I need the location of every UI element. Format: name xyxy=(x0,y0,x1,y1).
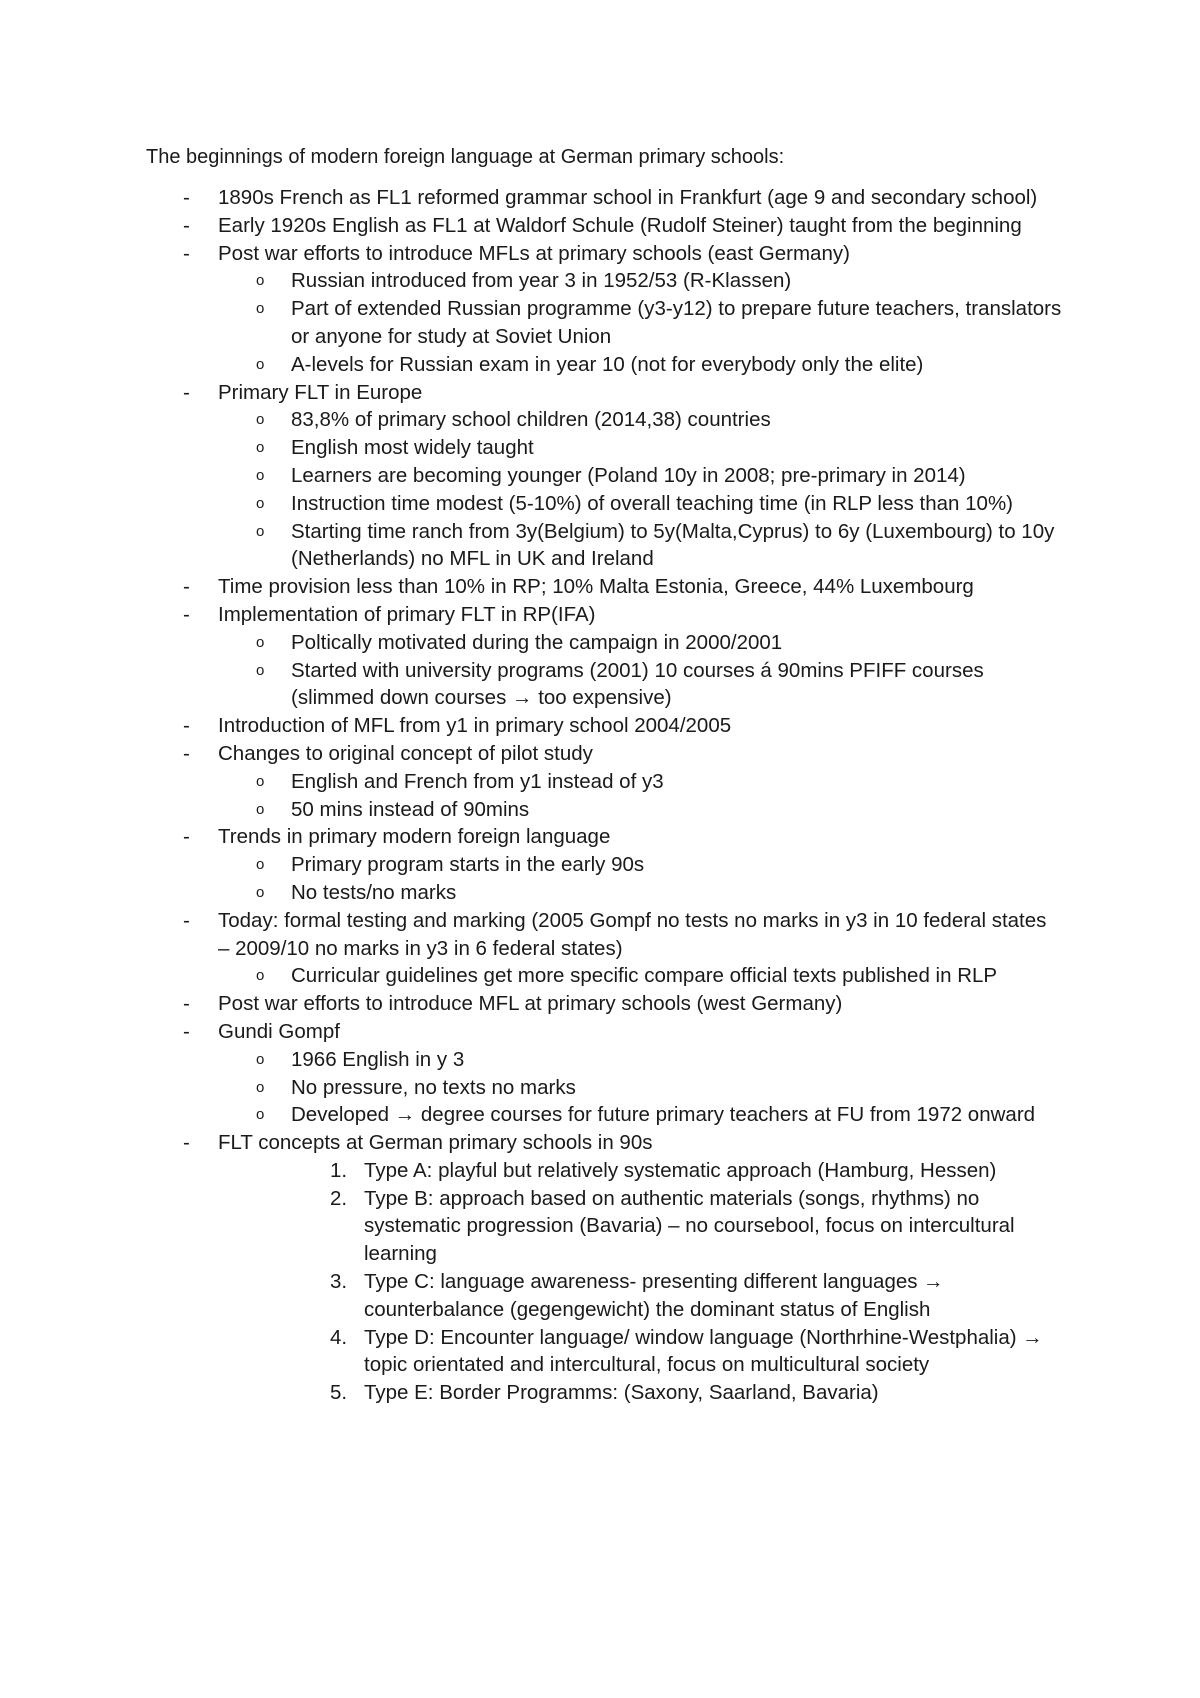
list-number: 4. xyxy=(330,1325,348,1349)
list-item-text: Early 1920s English as FL1 at Waldorf Schule (Rudolf Steiner) taught from the beginning xyxy=(218,213,1022,237)
list-item-text: No tests/no marks xyxy=(291,880,457,904)
sub-list-item xyxy=(0,768,1200,796)
bullet-marker: - xyxy=(183,213,190,237)
list-item-text: Today: formal testing and marking (2005 Gompf no tests no marks in y3 in 10 federal states – 2009/10 no marks in y3 in 6 federal states) xyxy=(218,908,1047,960)
bullet-marker: o xyxy=(256,439,265,457)
numbered-list-item xyxy=(0,1379,1200,1407)
bullet-marker: - xyxy=(183,825,190,849)
list-number: 2. xyxy=(330,1186,348,1210)
list-item-text: Russian introduced from year 3 in 1952/53 (R-Klassen) xyxy=(291,269,792,293)
list-number: 3. xyxy=(330,1270,348,1294)
list-item-text: Gundi Gompf xyxy=(218,1019,340,1043)
list-item-text: 83,8% of primary school children (2014,38) countries xyxy=(291,408,771,432)
list-item xyxy=(0,823,1200,851)
list-item-text: Type D: Encounter language/ window language (Northrhine-Westphalia) → topic orientated and intercultural, focus on multicultural society xyxy=(364,1325,1043,1377)
list-item-text: Instruction time modest (5-10%) of overall teaching time (in RLP less than 10%) xyxy=(291,491,1014,515)
bullet-marker: o xyxy=(256,272,265,290)
list-item-text: Developed → degree courses for future primary teachers at FU from 1972 onward xyxy=(291,1103,1036,1127)
list-item-text: Type C: language awareness- presenting different languages → counterbalance (gegengewicht) the dominant status of English xyxy=(364,1270,944,1321)
bullet-marker: o xyxy=(256,967,265,985)
bullet-marker: - xyxy=(183,241,190,265)
list-item xyxy=(0,740,1200,768)
list-item xyxy=(0,907,1200,963)
bullet-marker: o xyxy=(256,1050,265,1068)
document-heading: The beginnings of modern foreign language at German primary schools: xyxy=(146,146,785,168)
bullet-marker: - xyxy=(183,714,190,738)
list-item-text: Started with university programs (2001) 10 courses á 90mins PFIFF courses (slimmed down courses → too expensive) xyxy=(291,658,984,710)
list-item-text: 1890s French as FL1 reformed grammar school in Frankfurt (age 9 and secondary school) xyxy=(218,186,1038,209)
bullet-marker: o xyxy=(256,1078,265,1096)
list-item-text: Type E: Border Programms: (Saxony, Saarland, Bavaria) xyxy=(364,1381,879,1405)
bullet-marker: - xyxy=(183,1131,190,1155)
list-item xyxy=(0,712,1200,740)
list-item-text: A-levels for Russian exam in year 10 (not for everybody only the elite) xyxy=(291,352,924,376)
sub-list-item xyxy=(0,295,1200,351)
list-item-text: Type A: playful but relatively systematic approach (Hamburg, Hessen) xyxy=(364,1158,997,1182)
list-item-text: Implementation of primary FLT in RP(IFA) xyxy=(218,602,596,626)
list-item xyxy=(0,212,1200,240)
list-item-text: Changes to original concept of pilot study xyxy=(218,741,593,765)
bullet-marker: o xyxy=(256,300,265,318)
list-item xyxy=(0,1018,1200,1046)
sub-list-item xyxy=(0,267,1200,295)
list-item-text: 1966 English in y 3 xyxy=(291,1047,465,1071)
sub-list-item xyxy=(0,351,1200,379)
numbered-list-item xyxy=(0,1268,1200,1324)
list-item-text: Primary FLT in Europe xyxy=(218,380,423,404)
list-item-text: FLT concepts at German primary schools in 90s xyxy=(218,1131,653,1155)
sub-list-item xyxy=(0,434,1200,462)
bullet-marker: o xyxy=(256,633,265,651)
list-item-text: English most widely taught xyxy=(291,436,534,460)
list-item-text: Starting time ranch from 3y(Belgium) to 5y(Malta,Cyprus) to 6y (Luxembourg) to 10y (Netherlands) no MFL in UK and Ireland xyxy=(291,519,1055,571)
list-item xyxy=(0,573,1200,601)
bullet-marker: - xyxy=(183,992,190,1016)
sub-list-item xyxy=(0,490,1200,518)
bullet-marker: - xyxy=(183,602,190,626)
bullet-marker: - xyxy=(183,908,190,932)
sub-list-item xyxy=(0,406,1200,434)
list-item-text: No pressure, no texts no marks xyxy=(291,1075,576,1099)
bullet-marker: o xyxy=(256,466,265,484)
bullet-marker: o xyxy=(256,494,265,512)
bullet-marker: - xyxy=(183,741,190,765)
sub-list-item xyxy=(0,1101,1200,1129)
list-item-text: Learners are becoming younger (Poland 10y in 2008; pre-primary in 2014) xyxy=(291,463,966,487)
list-item xyxy=(0,184,1200,212)
bullet-marker: o xyxy=(256,355,265,373)
bullet-marker: - xyxy=(183,575,190,599)
bullet-marker: o xyxy=(256,856,265,874)
list-number: 5. xyxy=(330,1381,348,1405)
list-item xyxy=(0,990,1200,1018)
list-item-text: Time provision less than 10% in RP; 10% Malta Estonia, Greece, 44% Luxembourg xyxy=(218,575,974,599)
sub-list-item xyxy=(0,1046,1200,1074)
list-item-text: Curricular guidelines get more specific compare official texts published in RLP xyxy=(291,964,998,988)
numbered-list-item xyxy=(0,1157,1200,1185)
bullet-marker: o xyxy=(256,1106,265,1124)
sub-list-item xyxy=(0,879,1200,907)
list-item-text: Post war efforts to introduce MFLs at primary schools (east Germany) xyxy=(218,241,850,265)
list-item-text: Trends in primary modern foreign language xyxy=(218,825,611,849)
list-item xyxy=(0,379,1200,407)
list-item-text: Introduction of MFL from y1 in primary school 2004/2005 xyxy=(218,714,732,738)
bullet-marker: - xyxy=(183,186,190,209)
bullet-marker: o xyxy=(256,522,265,540)
list-item-text: Poltically motivated during the campaign in 2000/2001 xyxy=(291,630,783,654)
list-item xyxy=(0,1129,1200,1157)
bullet-marker: o xyxy=(256,411,265,429)
list-item-text: Type B: approach based on authentic materials (songs, rhythms) no systematic progression (Bavaria) – no coursebool, focus on intercultural learning xyxy=(364,1186,1015,1266)
sub-list-item xyxy=(0,518,1200,574)
list-item-text: 50 mins instead of 90mins xyxy=(291,797,530,821)
numbered-list-item xyxy=(0,1185,1200,1268)
bullet-marker: - xyxy=(183,380,190,404)
numbered-list-item xyxy=(0,1324,1200,1380)
outline-list xyxy=(0,184,1200,1407)
bullet-marker: - xyxy=(183,1019,190,1043)
bullet-marker: o xyxy=(256,772,265,790)
sub-list-item xyxy=(0,796,1200,824)
sub-list-item xyxy=(0,1074,1200,1102)
list-item-text: Post war efforts to introduce MFL at primary schools (west Germany) xyxy=(218,992,843,1016)
sub-list-item xyxy=(0,962,1200,990)
sub-list-item xyxy=(0,462,1200,490)
sub-list-item xyxy=(0,629,1200,657)
sub-list-item xyxy=(0,851,1200,879)
bullet-marker: o xyxy=(256,800,265,818)
list-item-text: English and French from y1 instead of y3 xyxy=(291,769,664,793)
bullet-marker: o xyxy=(256,883,265,901)
list-item xyxy=(0,240,1200,268)
bullet-marker: o xyxy=(256,661,265,679)
list-item xyxy=(0,601,1200,629)
list-item-text: Part of extended Russian programme (y3-y12) to prepare future teachers, translators or anyone for study at Soviet Union xyxy=(291,297,1062,348)
list-item-text: Primary program starts in the early 90s xyxy=(291,853,645,877)
sub-list-item xyxy=(0,657,1200,713)
list-number: 1. xyxy=(330,1158,348,1182)
